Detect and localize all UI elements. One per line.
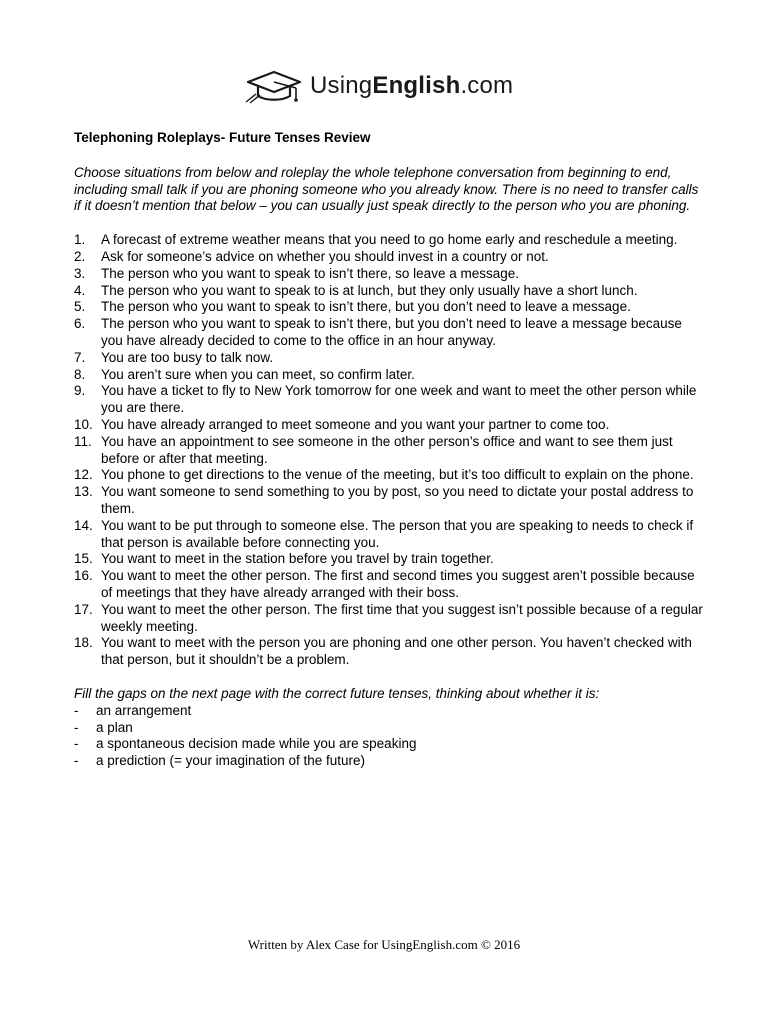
list-item-text: The person who you want to speak to isn’t there, but you don’t need to leave a message. [101, 299, 631, 315]
list-item-text: a spontaneous decision made while you are speaking [96, 736, 417, 752]
list-item [74, 316, 704, 350]
list-item [74, 635, 704, 669]
list-item [74, 736, 704, 753]
list-item-number: 12. [74, 467, 93, 483]
list-item-number: 7. [74, 349, 86, 365]
list-item-text: an arrangement [96, 702, 192, 718]
logo-text-bold: English [372, 72, 461, 99]
list-item-text: You have a ticket to fly to New York tomorrow for one week and want to meet the other person while you are there. [101, 383, 697, 416]
list-item-number: 13. [74, 484, 93, 500]
logo-wordmark [310, 72, 513, 100]
list-item-number: 10. [74, 416, 93, 432]
list-item [74, 602, 704, 636]
list-item-number: 15. [74, 551, 93, 567]
bullet-dash: - [74, 736, 79, 752]
list-item-text: Ask for someone’s advice on whether you should invest in a country or not. [101, 248, 549, 264]
list-item-text: You are too busy to talk now. [101, 349, 274, 365]
site-logo [244, 66, 513, 106]
page-title: Telephoning Roleplays- Future Tenses Review [74, 130, 371, 145]
list-item-number: 1. [74, 232, 86, 248]
list-item [74, 417, 704, 434]
bullet-dash: - [74, 702, 79, 718]
list-item [74, 232, 704, 249]
list-item-text: You aren’t sure when you can meet, so confirm later. [101, 366, 415, 382]
footer-credit: Written by Alex Case for UsingEnglish.com © 2016 [247, 937, 521, 952]
list-item [74, 568, 704, 602]
list-item-text: a plan [96, 719, 133, 735]
list-item [74, 518, 704, 552]
logo-text-suffix: .com [460, 72, 514, 99]
list-item [74, 551, 704, 568]
list-item-text: The person who you want to speak to is at lunch, but they only usually have a short lunch. [101, 282, 638, 298]
list-item [74, 753, 704, 770]
list-item-text: The person who you want to speak to isn’t there, but you don’t need to leave a message because you have already decided to come to the office in an hour anyway. [101, 316, 682, 348]
list-item-number: 14. [74, 517, 93, 533]
list-item-number: 18. [74, 635, 93, 651]
list-item-text: a prediction (= your imagination of the future) [96, 753, 366, 769]
list-item [74, 484, 704, 518]
list-item-number: 16. [74, 568, 93, 584]
list-item-number: 2. [74, 248, 86, 264]
mortarboard-icon [244, 68, 304, 104]
gap-fill-instructions: Fill the gaps on the next page with the correct future tenses, thinking about whether it is: [74, 685, 600, 701]
list-item [74, 467, 704, 484]
list-item-text: You have an appointment to see someone in the other person’s office and want to see them just before or after that meeting. [101, 433, 673, 466]
list-item-text: You want someone to send something to you by post, so you need to dictate your postal address to them. [101, 484, 694, 516]
list-item-text: A forecast of extreme weather means that you need to go home early and reschedule a meeting. [101, 232, 678, 248]
tense-types-list [74, 703, 704, 770]
list-item [74, 434, 704, 468]
list-item-text: You want to meet with the person you are phoning and one other person. You haven’t checked with that person, but it shouldn’t be a problem. [101, 635, 692, 668]
list-item-text: You phone to get directions to the venue of the meeting, but it’s too difficult to explain on the phone. [101, 467, 694, 483]
list-item-number: 6. [74, 316, 86, 332]
list-item [74, 703, 704, 720]
list-item-text: You have already arranged to meet someone and you want your partner to come too. [101, 416, 610, 432]
list-item [74, 283, 704, 300]
list-item-number: 4. [74, 282, 86, 298]
situations-list [74, 232, 704, 669]
list-item [74, 299, 704, 316]
instructions-paragraph: Choose situations from below and roleplay the whole telephone conversation from beginning to end, including small talk if you are phoning someone who you already know. There is no need to transfer calls if it doesn’t mention that below – you can usually just speak directly to the person who you are phoning. [74, 164, 699, 214]
list-item-text: You want to meet the other person. The first and second times you suggest aren’t possible because of meetings that they have already arranged with their boss. [101, 568, 695, 600]
list-item [74, 383, 704, 417]
document-body [74, 130, 704, 770]
list-item-text: You want to meet in the station before you travel by train together. [101, 551, 494, 567]
bullet-dash: - [74, 753, 79, 769]
list-item-number: 8. [74, 366, 86, 382]
list-item [74, 367, 704, 384]
list-item-text: You want to be put through to someone else. The person that you are speaking to needs to check if that person is available before connecting you. [101, 517, 694, 550]
list-item [74, 266, 704, 283]
list-item-text: You want to meet the other person. The first time that you suggest isn’t possible because of a regular weekly meeting. [101, 601, 703, 634]
list-item [74, 720, 704, 737]
list-item-number: 17. [74, 601, 93, 617]
list-item [74, 350, 704, 367]
list-item [74, 249, 704, 266]
bullet-dash: - [74, 719, 79, 735]
list-item-number: 3. [74, 265, 86, 281]
list-item-number: 5. [74, 299, 86, 315]
list-item-number: 9. [74, 383, 86, 399]
logo-text-prefix: Using [310, 72, 373, 99]
list-item-number: 11. [74, 433, 92, 449]
list-item-text: The person who you want to speak to isn’t there, so leave a message. [101, 265, 519, 281]
